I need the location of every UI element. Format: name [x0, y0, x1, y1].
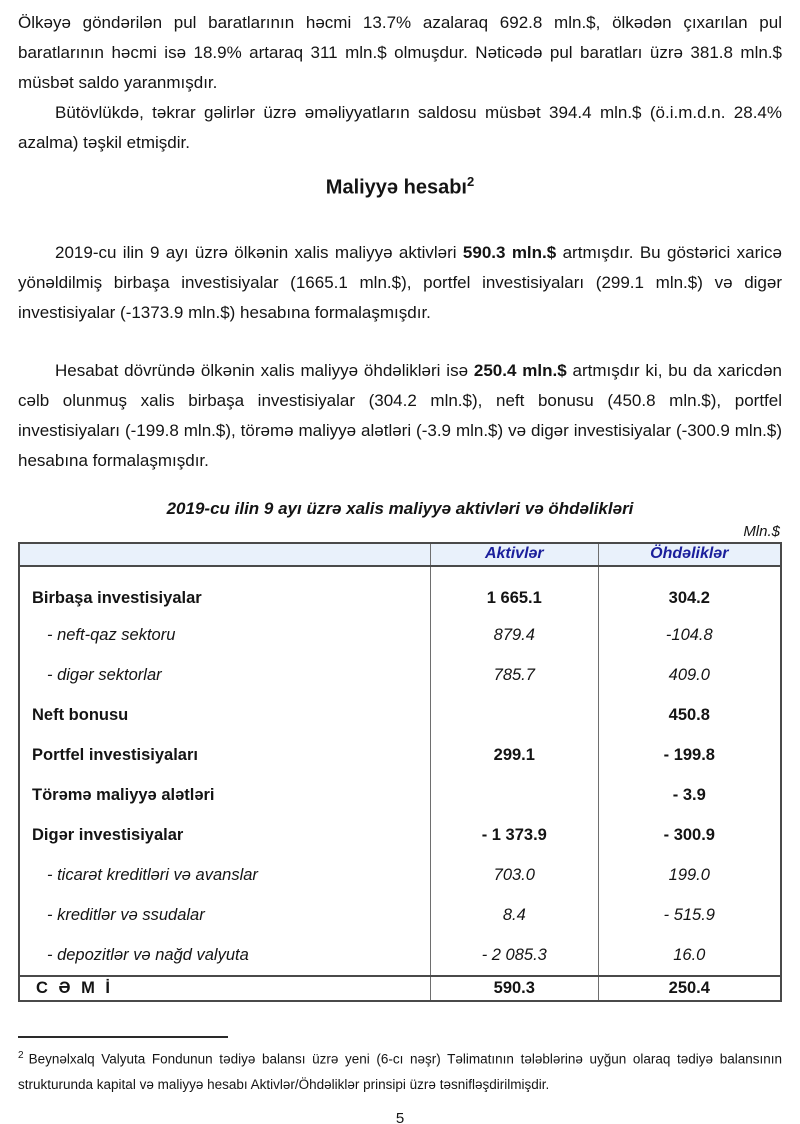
paragraph-net-liabilities [18, 356, 782, 476]
footnote-marker: 2 [18, 1049, 24, 1061]
cell-aktivler: 879.4 [430, 616, 598, 656]
row-label: - kreditlər və ssudalar [47, 906, 205, 925]
paragraph-net-assets [18, 238, 782, 328]
row-label: - digər sektorlar [47, 666, 162, 685]
cell-ohdelikler: 450.8 [598, 696, 781, 736]
net-assets-value: 590.3 mln.$ [462, 242, 557, 262]
cell-ohdelikler: 409.0 [598, 656, 781, 696]
table-footer [19, 976, 781, 1001]
cell-aktivler: 8.4 [430, 896, 598, 936]
total-aktivler: 590.3 [430, 976, 598, 1001]
cell-aktivler: 299.1 [430, 736, 598, 776]
cell-ohdelikler: 304.2 [598, 566, 781, 616]
table-header [19, 543, 781, 566]
table-header-row [19, 543, 781, 566]
financial-table [18, 542, 782, 1002]
table-row [19, 816, 781, 856]
column-header-ohdelikler: Öhdəliklər [598, 543, 781, 566]
row-label: Neft bonusu [32, 706, 129, 725]
net-liabilities-value: 250.4 mln.$ [473, 360, 567, 380]
cell-aktivler [430, 696, 598, 736]
column-header-empty [19, 543, 430, 566]
table-row [19, 736, 781, 776]
row-label: - ticarət kreditləri və avanslar [47, 866, 258, 885]
footnote [18, 1043, 782, 1099]
page-number: 5 [395, 1110, 405, 1124]
table-row [19, 936, 781, 976]
total-row [19, 976, 781, 1001]
table-row [19, 896, 781, 936]
paragraph-secondary-income-text: Bütövlükdə, təkrar gəlirlər üzrə əməliyyatların saldosu müsbət 394.4 mln.$ (ö.i.m.d.n. 28.4% azalma) təşkil etmişdir. [18, 103, 782, 152]
paragraph-remittances [18, 8, 782, 98]
section-heading-financial-account [18, 168, 782, 202]
unit-label: Mln.$ [743, 522, 780, 540]
table-row [19, 776, 781, 816]
row-label: - depozitlər və nağd valyuta [47, 945, 249, 964]
cell-ohdelikler: 199.0 [598, 856, 781, 896]
cell-aktivler: 703.0 [430, 856, 598, 896]
section-heading-text: Maliyyə hesabı [325, 176, 467, 199]
table-row [19, 856, 781, 896]
heading-footnote-marker: 2 [466, 174, 475, 189]
table-row [19, 656, 781, 696]
row-label: Birbaşa investisiyalar [32, 588, 202, 607]
cell-aktivler: 1 665.1 [430, 566, 598, 616]
paragraph-remittances-text: Ölkəyə göndərilən pul baratlarının həcmi 13.7% azalaraq 692.8 mln.$, ölkədən çıxarılan pul baratlarının həcmi isə 18.9% artaraq 311 mln.$ olmuşdur. Nəticədə pul baratları üzrə 381.8 mln.$ müsbət saldo yaranmışdır. [18, 13, 782, 92]
paragraph-net-liabilities-post: artmışdır ki, bu da xaricdən cəlb olunmuş xalis birbaşa investisiyalar (304.2 mln.$), neft bonusu (450.8 mln.$), portfel investisiyaları (-199.8 mln.$), törəmə maliyyə alətləri (-3.9 mln.$) və digər investisiyalar (-300.9 mln.$) hesabına formalaşmışdır. [18, 360, 783, 470]
cell-aktivler: 785.7 [430, 656, 598, 696]
row-label: - neft-qaz sektoru [47, 626, 176, 645]
cell-aktivler: - 2 085.3 [430, 936, 598, 976]
row-label: Portfel investisiyaları [32, 746, 198, 765]
cell-ohdelikler: - 515.9 [598, 896, 781, 936]
row-label: Digər investisiyalar [32, 826, 184, 845]
cell-ohdelikler: - 199.8 [598, 736, 781, 776]
table-title: 2019-cu ilin 9 ayı üzrə xalis maliyyə aktivləri və öhdəlikləri [166, 498, 634, 518]
paragraph-net-assets-pre: 2019-cu ilin 9 ayı üzrə ölkənin xalis maliyyə aktivləri [55, 242, 463, 262]
table-row [19, 616, 781, 656]
table-row [19, 566, 781, 616]
cell-aktivler: - 1 373.9 [430, 816, 598, 856]
footnote-separator [18, 1036, 228, 1038]
row-label: Törəmə maliyyə alətləri [32, 786, 215, 805]
cell-aktivler [430, 776, 598, 816]
cell-ohdelikler: -104.8 [598, 616, 781, 656]
cell-ohdelikler: - 3.9 [598, 776, 781, 816]
cell-ohdelikler: 16.0 [598, 936, 781, 976]
paragraph-net-assets-post: artmışdır. Bu göstərici xaricə yönəldilmiş birbaşa investisiyalar (1665.1 mln.$), portfel investisiyaları (299.1 mln.$) və digər investisiyalar (-1373.9 mln.$) hesabına formalaşmışdır. [18, 242, 783, 322]
cell-ohdelikler: - 300.9 [598, 816, 781, 856]
paragraph-net-liabilities-pre: Hesabat dövründə ölkənin xalis maliyyə öhdəlikləri isə [55, 360, 474, 380]
total-ohdelikler: 250.4 [598, 976, 781, 1001]
paragraph-secondary-income [18, 98, 782, 158]
footnote-text: Beynəlxalq Valyuta Fondunun tədiyə balansı üzrə yeni (6-cı nəşr) Təlimatının tələblərinə uyğun olaraq tədiyə balansının strukturunda kapital və maliyyə hesabı Aktivlər/Öhdəliklər prinsipi üzrə təsnifləşdirilmişdir. [18, 1051, 782, 1093]
table-body [19, 566, 781, 976]
column-header-aktivler: Aktivlər [430, 543, 598, 566]
table-row [19, 696, 781, 736]
total-label: C Ə M İ [19, 976, 430, 1001]
